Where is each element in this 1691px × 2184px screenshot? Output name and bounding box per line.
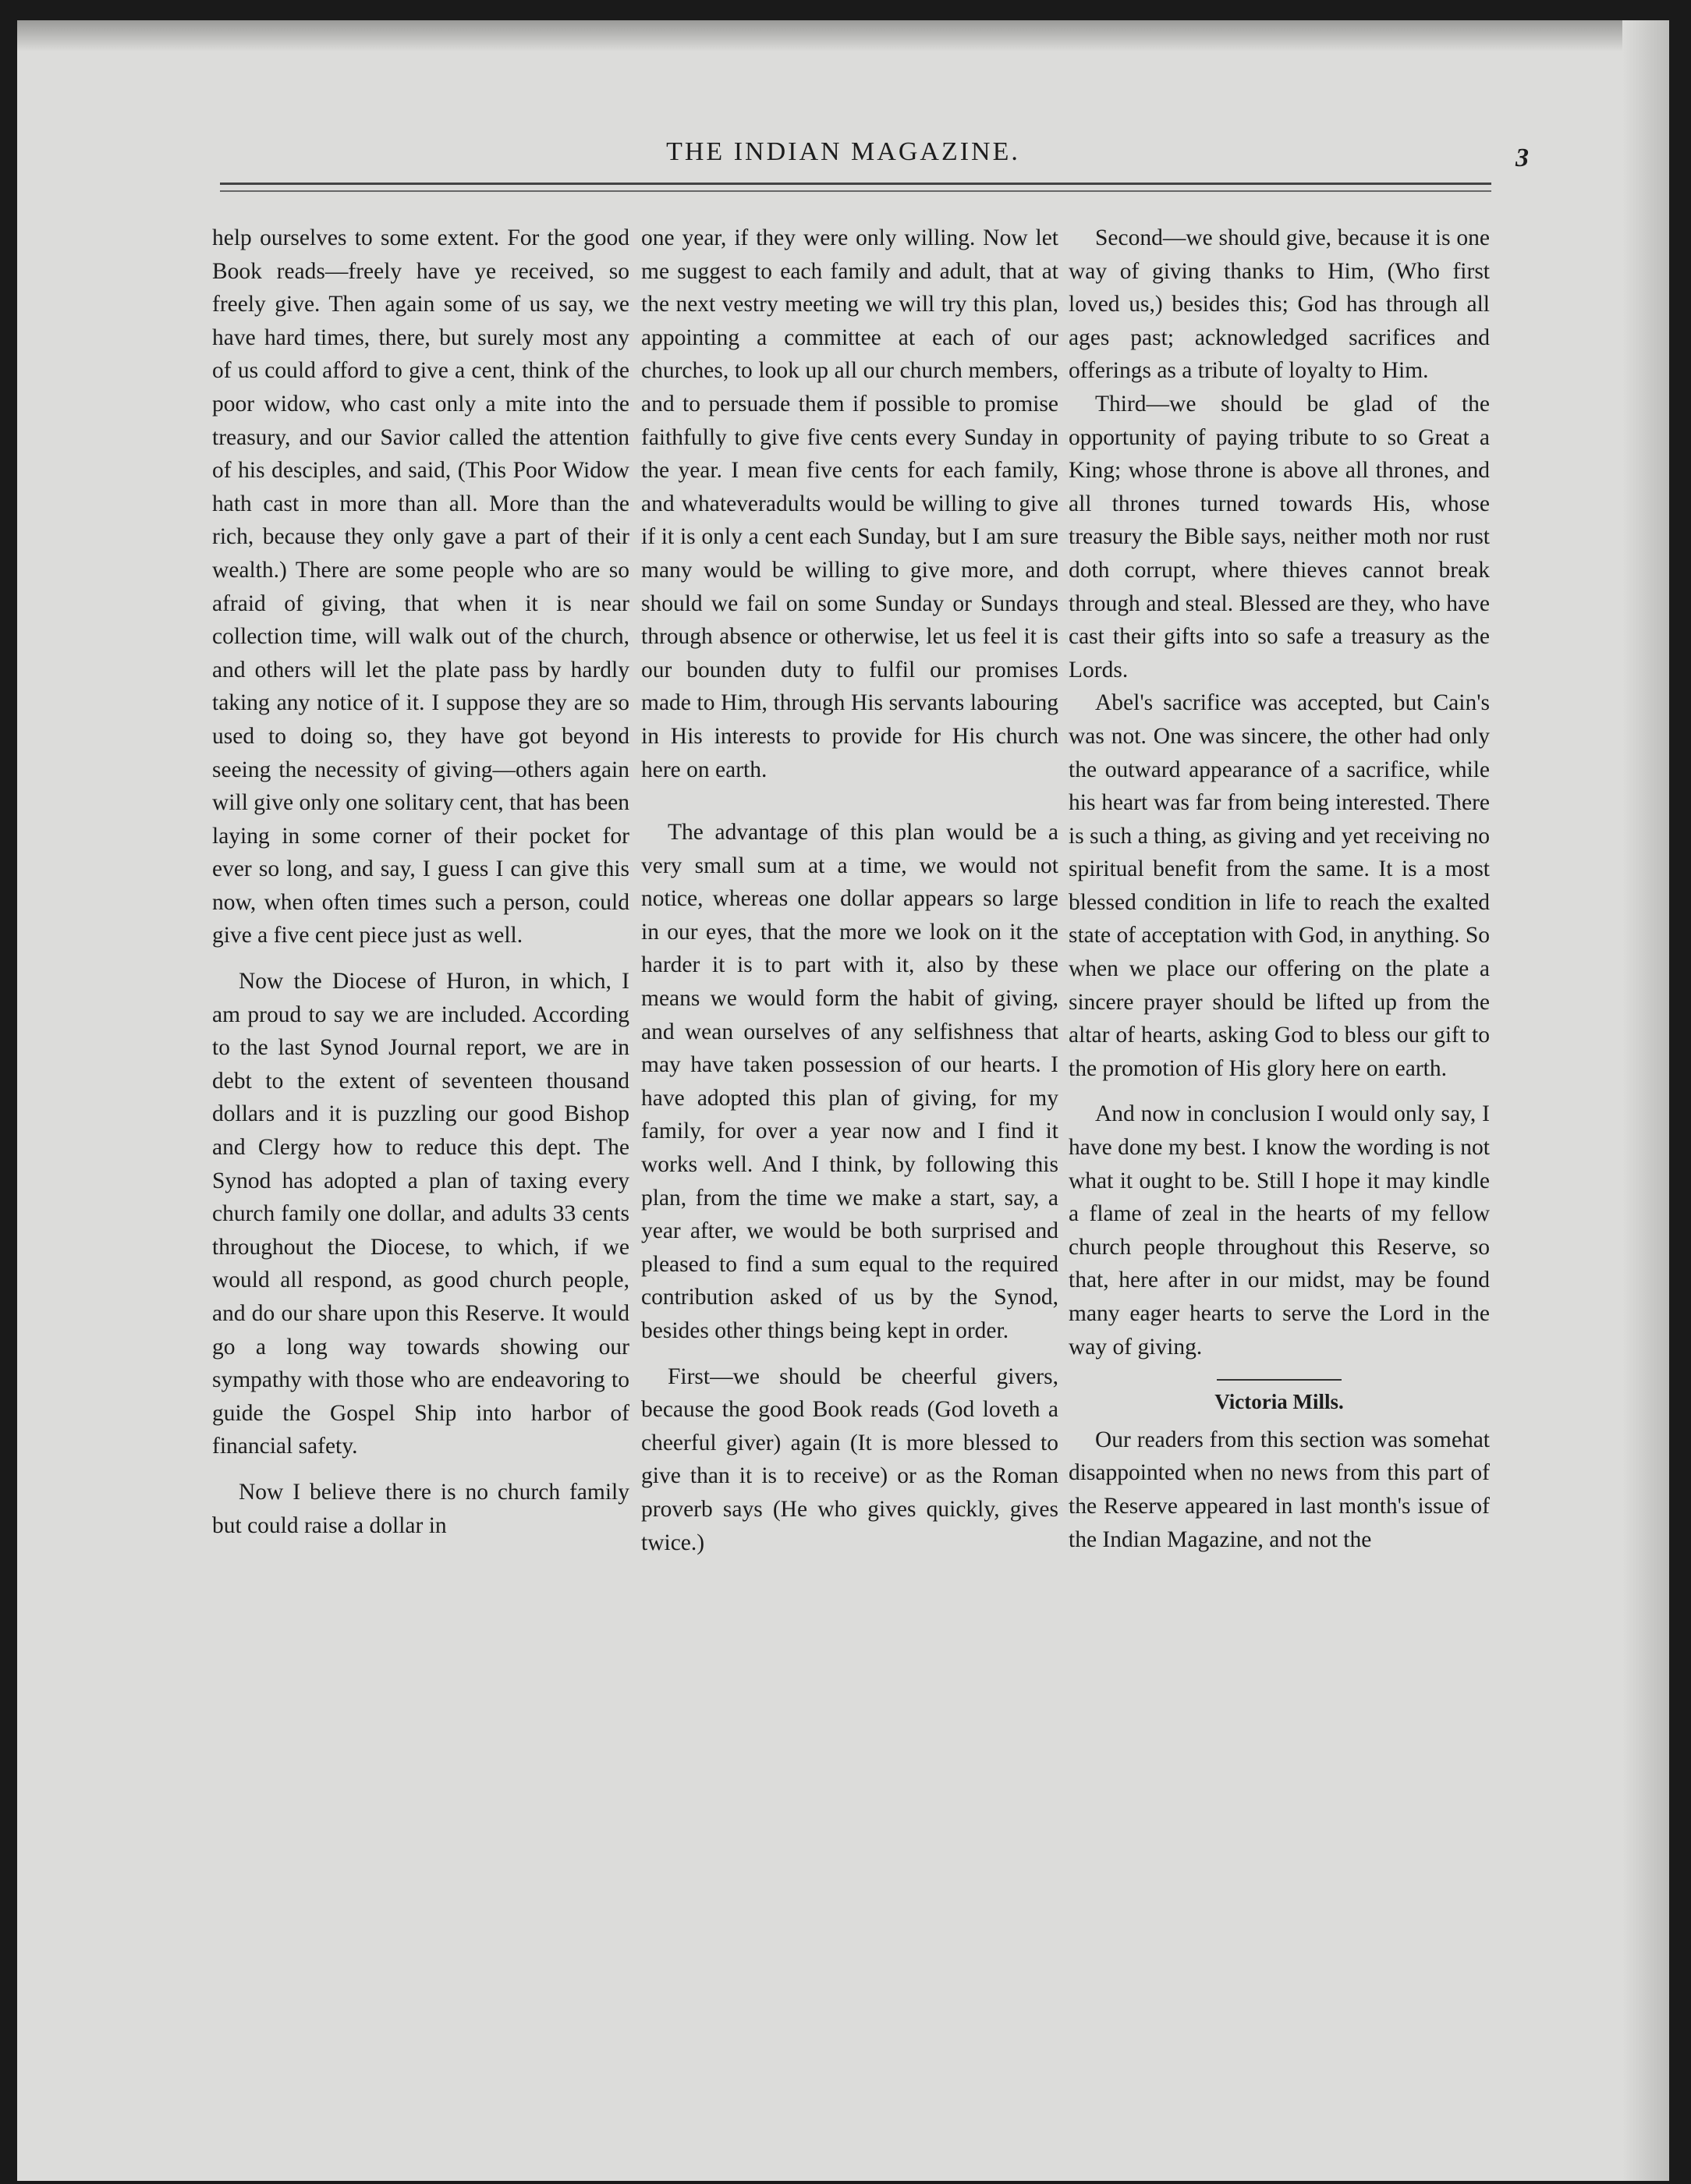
header-rule	[220, 183, 1491, 185]
column-left	[212, 222, 629, 1542]
column-right	[1069, 222, 1490, 1556]
scan-edge-shadow	[1622, 20, 1669, 2181]
magazine-title: THE INDIAN MAGAZINE.	[666, 137, 1020, 166]
header-rule-thin	[220, 190, 1491, 192]
paragraph: help ourselves to some extent. For the good Book reads—freely have ye received, so freely give. Then again some of us say, we have hard times, there, but surely most any of us could afford to give a cent, think of the poor widow, who cast only a mite into the treasury, and our Savior called the attention of his desciples, and said, (This Poor Widow hath cast in more than all. More than the rich, because they only gave a part of their wealth.) There are some people who are so afraid of giving, that when it is near collection time, will walk out of the church, and others will let the plate pass by hardly taking any notice of it. I suppose they are so used to doing so, they have got beyond seeing the necessity of giving—others again will give only one solitary cent, that has been laying in some corner of their pocket for ever so long, and say, I guess I can give this now, when often times such a person, could give a five cent piece just as well.	[212, 225, 629, 948]
section-heading: Victoria Mills.	[1214, 1390, 1344, 1414]
paragraph: The advantage of this plan would be a very small sum at a time, we would not notice, whereas one dollar appears so large in our eyes, that the more we look on it the harder it is to part with it, also by these means we would form the habit of giving, and wean ourselves of any selfishness that may have taken possession of our hearts. I have adopted this plan of giving, for my family, for over a year now and I find it works well. And I think, by following this plan, from the time we make a start, say, a year after, we would be both surprised and pleased to find a sum equal to the required contribution asked of us by the Synod, besides other things being kept in order.	[641, 820, 1058, 1343]
paragraph: First—we should be cheerful givers, because the good Book reads (God loveth a cheerful giver) again (It is more blessed to give than it is to receive) or as the Roman proverb says (He who gives quickly, gives twice.)	[641, 1363, 1058, 1555]
scan-shadow	[17, 20, 1669, 51]
paragraph: Third—we should be glad of the opportunity of paying tribute to so Great a King; whose throne is above all thrones, and all thrones turned towards His, whose treasury the Bible says, neither moth nor rust doth corrupt, where thieves cannot break through and steal. Blessed are they, who have cast their gifts into so safe a treasury as the Lords.	[1069, 391, 1490, 682]
paragraph: Now the Diocese of Huron, in which, I am proud to say we are included. According to the last Synod Journal report, we are in debt to the extent of seventeen thousand dollars and it is puzzling our good Bishop and Clergy how to reduce this dept. The Synod has adopted a plan of taxing every church family one dollar, and adults 33 cents throughout the Diocese, to which, if we would all respond, as good church people, and do our share upon this Reserve. It would go a long way towards showing our sympathy with those who are endeavoring to guide the Gospel Ship into harbor of financial safety.	[212, 969, 629, 1459]
paragraph: And now in conclusion I would only say, I have done my best. I know the wording is not what it ought to be. Still I hope it may kindle a flame of zeal in the hearts of my fellow church people throughout this Reserve, so that, here after in our midst, may be found many eager hearts to serve the Lord in the way of giving.	[1069, 1101, 1490, 1360]
section-divider	[1217, 1379, 1342, 1381]
paragraph: Now I believe there is no church family but could raise a dollar in	[212, 1479, 629, 1538]
page-number: 3	[1516, 144, 1529, 172]
paragraph: Second—we should give, because it is one way of giving thanks to Him, (Who first loved us,) besides this; God has through all ages past; acknowledged sacrifices and offerings as a tribute of loyalty to Him.	[1069, 225, 1490, 384]
paragraph: Abel's sacrifice was accepted, but Cain's was not. One was sincere, the other had only the outward appearance of a sacrifice, while his heart was far from being interested. There is such a thing, as giving and yet receiving no spiritual benefit from the same. It is a most blessed condition in life to reach the exalted state of acceptation with God, in anything. So when we place our offering on the plate a sincere prayer should be lifted up from the altar of hearts, asking God to bless our gift to the promotion of His glory here on earth.	[1069, 690, 1490, 1081]
paragraph: Our readers from this section was somehat disappointed when no news from this part of the Reserve appeared in last month's issue of the Indian Magazine, and not the	[1069, 1427, 1490, 1552]
running-header	[17, 137, 1669, 176]
paragraph: one year, if they were only willing. Now let me suggest to each family and adult, that at the next vestry meeting we will try this plan, appointing a committee at each of our churches, to look up all our church members, and to persuade them if possible to promise faithfully to give five cents every Sunday in the year. I mean five cents for each family, and whateveradults would be willing to give if it is only a cent each Sunday, but I am sure many would be willing to give more, and should we fail on some Sunday or Sundays through absence or otherwise, let us feel it is our bounden duty to fulfil our promises made to Him, through His servants labouring in His interests to provide for His church here on earth.	[641, 225, 1058, 782]
magazine-page	[17, 20, 1669, 2181]
column-middle	[641, 222, 1058, 1559]
